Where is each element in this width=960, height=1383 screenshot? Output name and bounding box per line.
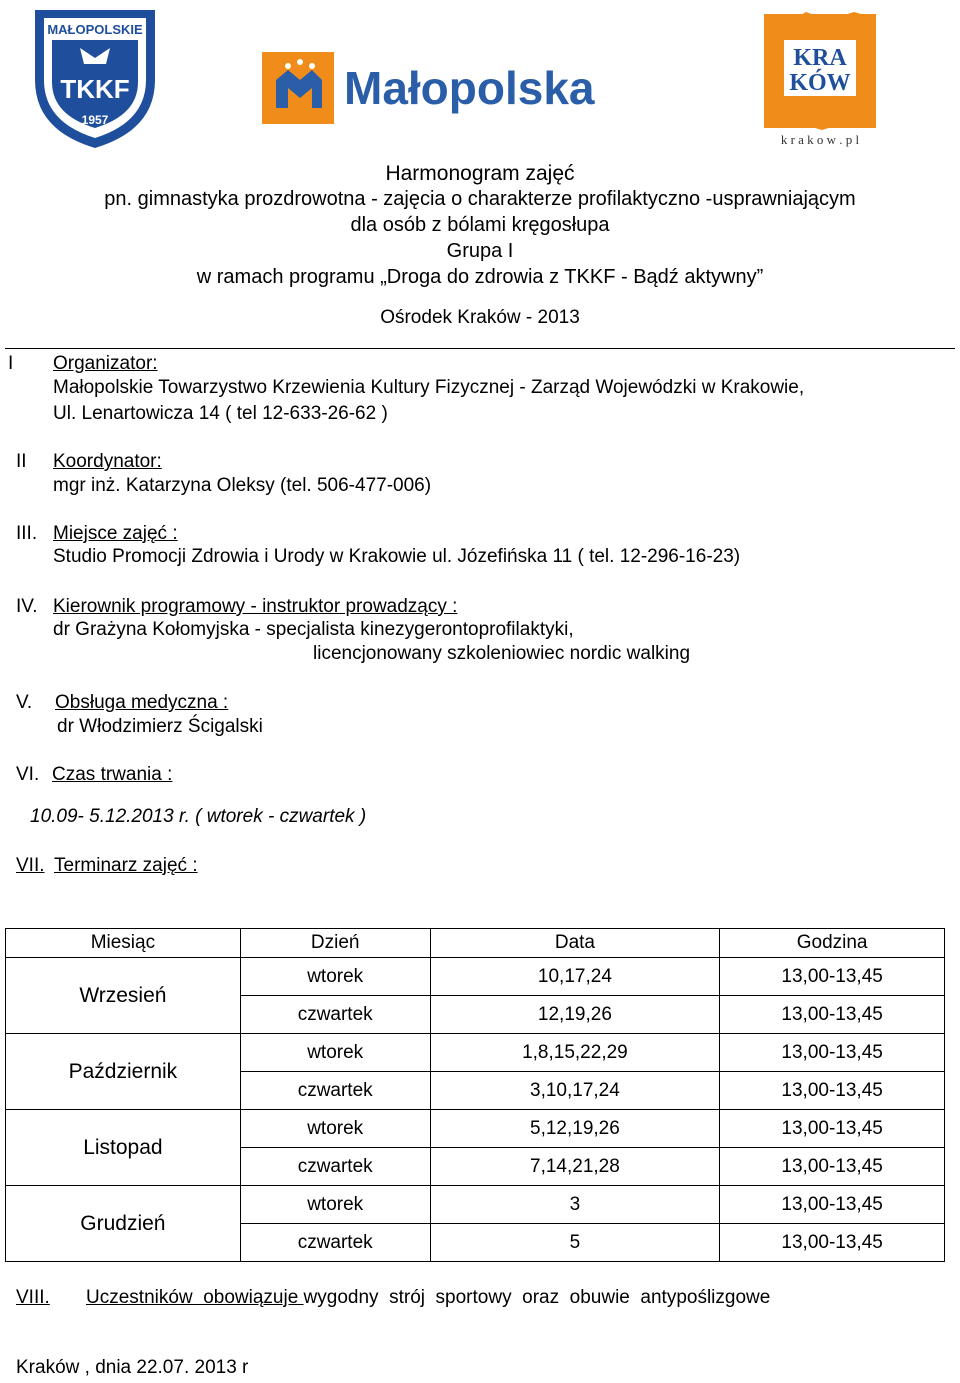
date-cell: 3 <box>430 1186 720 1224</box>
day-cell: czwartek <box>240 996 430 1034</box>
coordinator-name: mgr inż. Katarzyna Oleksy (tel. 506-477-006) <box>53 475 432 496</box>
month-cell: Grudzień <box>6 1186 241 1262</box>
duration-dates: 10.09- 5.12.2013 r. ( wtorek - czwartek ) <box>30 806 367 827</box>
date-cell: 1,8,15,22,29 <box>430 1034 720 1072</box>
header-title: Harmonogram zajęć <box>385 162 575 185</box>
time-cell: 13,00-13,45 <box>720 1148 945 1186</box>
place-date: Kraków , dnia 22.07. 2013 r <box>16 1357 249 1378</box>
organizer-name: Małopolskie Towarzystwo Krzewienia Kultury Fizycznej - Zarząd Wojewódzki w Krakowie, <box>53 377 805 398</box>
column-header: Miesiąc <box>6 929 241 958</box>
krakow-logo <box>758 8 882 148</box>
medical-staff: dr Włodzimierz Ścigalski <box>57 716 263 737</box>
date-cell: 7,14,21,28 <box>430 1148 720 1186</box>
day-cell: czwartek <box>240 1224 430 1262</box>
venue-address: Studio Promocji Zdrowia i Urody w Krakowie ul. Józefińska 11 ( tel. 12-296-16-23) <box>53 546 741 567</box>
table-row <box>6 1186 945 1224</box>
month-cell: Październik <box>6 1034 241 1110</box>
date-cell: 5,12,19,26 <box>430 1110 720 1148</box>
schedule-table <box>5 928 945 1262</box>
time-cell: 13,00-13,45 <box>720 1034 945 1072</box>
header-program: w ramach programu „Droga do zdrowia z TKKF - Bądź aktywny” <box>196 266 764 288</box>
header-target-group: dla osób z bólami kręgosłupa <box>350 214 610 236</box>
column-header: Godzina <box>720 929 945 958</box>
time-cell: 13,00-13,45 <box>720 996 945 1034</box>
tkkf-logo <box>30 0 160 150</box>
day-cell: wtorek <box>240 1186 430 1224</box>
time-cell: 13,00-13,45 <box>720 1072 945 1110</box>
divider <box>5 348 955 349</box>
tkkf-arc-text: MAŁOPOLSKIE <box>47 22 143 37</box>
tkkf-year: 1957 <box>81 113 109 127</box>
malopolska-text: Małopolska <box>344 62 595 114</box>
table-row <box>6 1034 945 1072</box>
section-3-title: Miejsce zajęć : <box>53 523 178 544</box>
column-header: Data <box>430 929 720 958</box>
time-cell: 13,00-13,45 <box>720 1110 945 1148</box>
section-1-number: I <box>8 353 14 374</box>
section-6-title: Czas trwania : <box>52 764 173 785</box>
header-subtitle: pn. gimnastyka prozdrowotna - zajęcia o charakterze profilaktyczno -usprawniającym <box>104 188 856 210</box>
section-6-number: VI. <box>16 764 40 785</box>
dress-code-lead: Uczestników obowiązuje <box>86 1287 304 1308</box>
instructor-credentials: licencjonowany szkoleniowiec nordic walking <box>313 643 691 664</box>
malopolska-logo <box>262 52 622 124</box>
table-row <box>6 1110 945 1148</box>
section-5-title: Obsługa medyczna : <box>55 692 229 713</box>
column-header: Dzień <box>240 929 430 958</box>
day-cell: wtorek <box>240 1110 430 1148</box>
instructor-name: dr Grażyna Kołomyjska - specjalista kinezygerontoprofilaktyki, <box>53 619 574 640</box>
month-cell: Wrzesień <box>6 958 241 1034</box>
time-cell: 13,00-13,45 <box>720 958 945 996</box>
time-cell: 13,00-13,45 <box>720 1224 945 1262</box>
krakow-url: k r a k o w . p l <box>780 132 860 147</box>
krakow-bottom-text: KÓW <box>789 70 851 96</box>
date-cell: 10,17,24 <box>430 958 720 996</box>
section-7-number: VII. <box>16 855 45 876</box>
date-cell: 12,19,26 <box>430 996 720 1034</box>
table-header-row <box>6 929 945 958</box>
section-4-title: Kierownik programowy - instruktor prowadzący : <box>53 596 458 617</box>
header-center: Ośrodek Kraków - 2013 <box>380 307 580 328</box>
table-row <box>6 958 945 996</box>
organizer-address: Ul. Lenartowicza 14 ( tel 12-633-26-62 ) <box>53 403 388 424</box>
dress-code <box>86 1287 770 1309</box>
month-cell: Listopad <box>6 1110 241 1186</box>
day-cell: czwartek <box>240 1072 430 1110</box>
date-cell: 3,10,17,24 <box>430 1072 720 1110</box>
day-cell: wtorek <box>240 1034 430 1072</box>
section-3-number: III. <box>16 523 38 544</box>
section-2-title: Koordynator: <box>53 451 162 472</box>
krakow-top-text: KRA <box>793 45 847 71</box>
time-cell: 13,00-13,45 <box>720 1186 945 1224</box>
tkkf-text: TKKF <box>60 74 130 104</box>
day-cell: wtorek <box>240 958 430 996</box>
section-7-title: Terminarz zajęć : <box>54 855 198 876</box>
section-4-number: IV. <box>16 596 38 617</box>
section-1-title: Organizator: <box>53 353 158 374</box>
date-cell: 5 <box>430 1224 720 1262</box>
section-2-number: II <box>16 451 27 472</box>
header-group: Grupa I <box>446 240 514 262</box>
section-8-number: VIII. <box>16 1287 50 1308</box>
section-5-number: V. <box>16 692 33 713</box>
dress-code-text: wygodny strój sportowy oraz obuwie antypoślizgowe <box>303 1287 771 1308</box>
day-cell: czwartek <box>240 1148 430 1186</box>
